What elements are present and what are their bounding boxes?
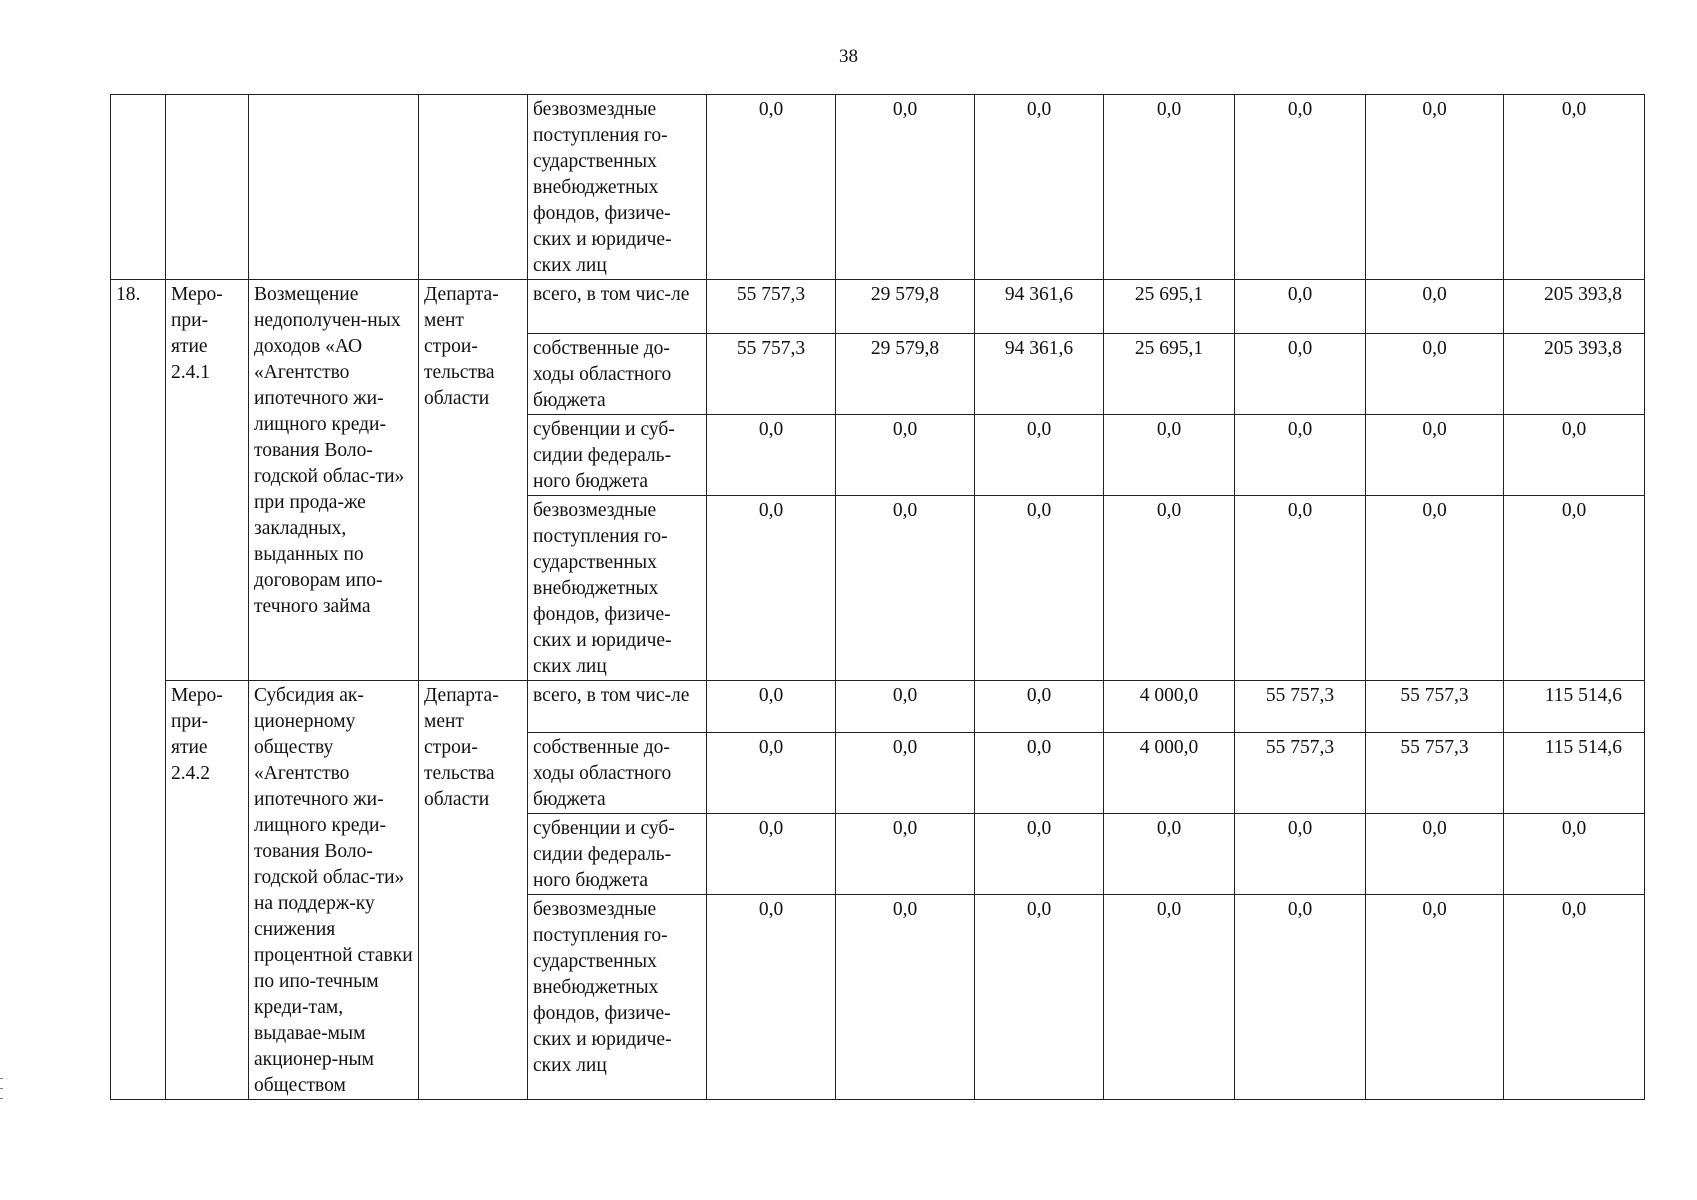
value-cell: 0,0 bbox=[975, 95, 1104, 280]
value-cell: 0,0 bbox=[1235, 814, 1366, 895]
value-cell: 0,0 bbox=[707, 814, 836, 895]
value-cell: 0,0 bbox=[1104, 895, 1235, 1100]
value-cell: 4 000,0 bbox=[1104, 733, 1235, 814]
value-cell: 0,0 bbox=[836, 681, 975, 733]
value-cell: 205 393,8 bbox=[1504, 334, 1645, 415]
funding-source-cell: субвенции и суб-сидии федераль-ного бюджета bbox=[528, 415, 707, 496]
scan-margin-mark bbox=[0, 1078, 3, 1079]
value-cell: 0,0 bbox=[1366, 415, 1504, 496]
value-cell: 55 757,3 bbox=[707, 280, 836, 334]
value-cell: 0,0 bbox=[707, 681, 836, 733]
value-cell: 0,0 bbox=[1366, 334, 1504, 415]
value-cell: 0,0 bbox=[1366, 280, 1504, 334]
value-cell: 0,0 bbox=[1366, 814, 1504, 895]
table-row bbox=[111, 95, 1645, 280]
value-cell: 25 695,1 bbox=[1104, 334, 1235, 415]
value-cell: 0,0 bbox=[1235, 280, 1366, 334]
value-cell: 115 514,6 bbox=[1504, 681, 1645, 733]
funding-source-cell: собственные до-ходы областного бюджета bbox=[528, 334, 707, 415]
value-cell: 4 000,0 bbox=[1104, 681, 1235, 733]
value-cell: 0,0 bbox=[707, 895, 836, 1100]
value-cell: 0,0 bbox=[975, 814, 1104, 895]
measure-name-cell: Субсидия ак-ционерному обществу «Агентство ипотечного жи-лищного креди-тования Воло-годской облас-ти» на поддерж-ку снижения процентной ставки по ипо-течным креди-там, выдавае-мым акционер-ным обществом bbox=[249, 681, 419, 1100]
value-cell: 0,0 bbox=[836, 415, 975, 496]
value-cell: 25 695,1 bbox=[1104, 280, 1235, 334]
value-cell: 0,0 bbox=[836, 895, 975, 1100]
measure-code-cell bbox=[166, 95, 249, 280]
executor-cell: Департа-мент строи-тельства области bbox=[419, 280, 528, 681]
value-cell: 0,0 bbox=[836, 95, 975, 280]
value-cell: 0,0 bbox=[1104, 814, 1235, 895]
value-cell: 0,0 bbox=[975, 895, 1104, 1100]
funding-source-cell: всего, в том чис-ле bbox=[528, 280, 707, 334]
measure-code-cell: Меро-при-ятие 2.4.2 bbox=[166, 681, 249, 1100]
value-cell: 29 579,8 bbox=[836, 280, 975, 334]
value-cell: 0,0 bbox=[975, 496, 1104, 681]
funding-source-cell: субвенции и суб-сидии федераль-ного бюджета bbox=[528, 814, 707, 895]
value-cell: 0,0 bbox=[836, 814, 975, 895]
value-cell: 55 757,3 bbox=[1235, 681, 1366, 733]
scan-margin-mark bbox=[0, 1098, 3, 1099]
value-cell: 29 579,8 bbox=[836, 334, 975, 415]
value-cell: 0,0 bbox=[707, 733, 836, 814]
value-cell: 0,0 bbox=[1104, 496, 1235, 681]
measure-code-cell: Меро-при-ятие 2.4.1 bbox=[166, 280, 249, 681]
page-number: 38 bbox=[839, 46, 858, 67]
value-cell: 0,0 bbox=[707, 415, 836, 496]
value-cell: 0,0 bbox=[836, 496, 975, 681]
value-cell: 0,0 bbox=[1504, 496, 1645, 681]
value-cell: 0,0 bbox=[707, 496, 836, 681]
value-cell: 0,0 bbox=[1504, 95, 1645, 280]
funding-source-cell: безвозмездные поступления го-сударственных внебюджетных фондов, физиче-ских и юридиче-ских лиц bbox=[528, 895, 707, 1100]
value-cell: 115 514,6 bbox=[1504, 733, 1645, 814]
value-cell: 0,0 bbox=[1504, 415, 1645, 496]
value-cell: 55 757,3 bbox=[1235, 733, 1366, 814]
scan-margin-mark bbox=[0, 1088, 3, 1089]
budget-table bbox=[110, 94, 1645, 1100]
value-cell: 0,0 bbox=[1104, 95, 1235, 280]
value-cell: 0,0 bbox=[975, 681, 1104, 733]
executor-cell bbox=[419, 95, 528, 280]
value-cell: 0,0 bbox=[1504, 895, 1645, 1100]
value-cell: 0,0 bbox=[1104, 415, 1235, 496]
value-cell: 0,0 bbox=[1366, 95, 1504, 280]
measure-name-cell bbox=[249, 95, 419, 280]
value-cell: 0,0 bbox=[1235, 334, 1366, 415]
funding-source-cell: всего, в том чис-ле bbox=[528, 681, 707, 733]
funding-source-cell: собственные до-ходы областного бюджета bbox=[528, 733, 707, 814]
executor-cell: Департа-мент строи-тельства области bbox=[419, 681, 528, 1100]
value-cell: 0,0 bbox=[1504, 814, 1645, 895]
table-row bbox=[111, 681, 1645, 733]
value-cell: 0,0 bbox=[1235, 496, 1366, 681]
value-cell: 0,0 bbox=[836, 733, 975, 814]
value-cell: 0,0 bbox=[707, 95, 836, 280]
value-cell: 0,0 bbox=[975, 415, 1104, 496]
value-cell: 94 361,6 bbox=[975, 280, 1104, 334]
value-cell: 0,0 bbox=[1366, 496, 1504, 681]
value-cell: 0,0 bbox=[1235, 415, 1366, 496]
value-cell: 205 393,8 bbox=[1504, 280, 1645, 334]
row-number-cell: 18. bbox=[111, 280, 166, 1100]
value-cell: 0,0 bbox=[1235, 895, 1366, 1100]
row-number-cell bbox=[111, 95, 166, 280]
table-row bbox=[111, 280, 1645, 334]
measure-name-cell: Возмещение недополучен-ных доходов «АО «Агентство ипотечного жи-лищного креди-тования Воло-годской облас-ти» при прода-же закладных, выданных по договорам ипо-течного займа bbox=[249, 280, 419, 681]
value-cell: 94 361,6 bbox=[975, 334, 1104, 415]
value-cell: 0,0 bbox=[1366, 895, 1504, 1100]
value-cell: 0,0 bbox=[975, 733, 1104, 814]
value-cell: 0,0 bbox=[1235, 95, 1366, 280]
funding-source-cell: безвозмездные поступления го-сударственных внебюджетных фондов, физиче-ских и юридиче-ских лиц bbox=[528, 95, 707, 280]
value-cell: 55 757,3 bbox=[1366, 733, 1504, 814]
funding-source-cell: безвозмездные поступления го-сударственных внебюджетных фондов, физиче-ских и юридиче-ских лиц bbox=[528, 496, 707, 681]
value-cell: 55 757,3 bbox=[1366, 681, 1504, 733]
value-cell: 55 757,3 bbox=[707, 334, 836, 415]
